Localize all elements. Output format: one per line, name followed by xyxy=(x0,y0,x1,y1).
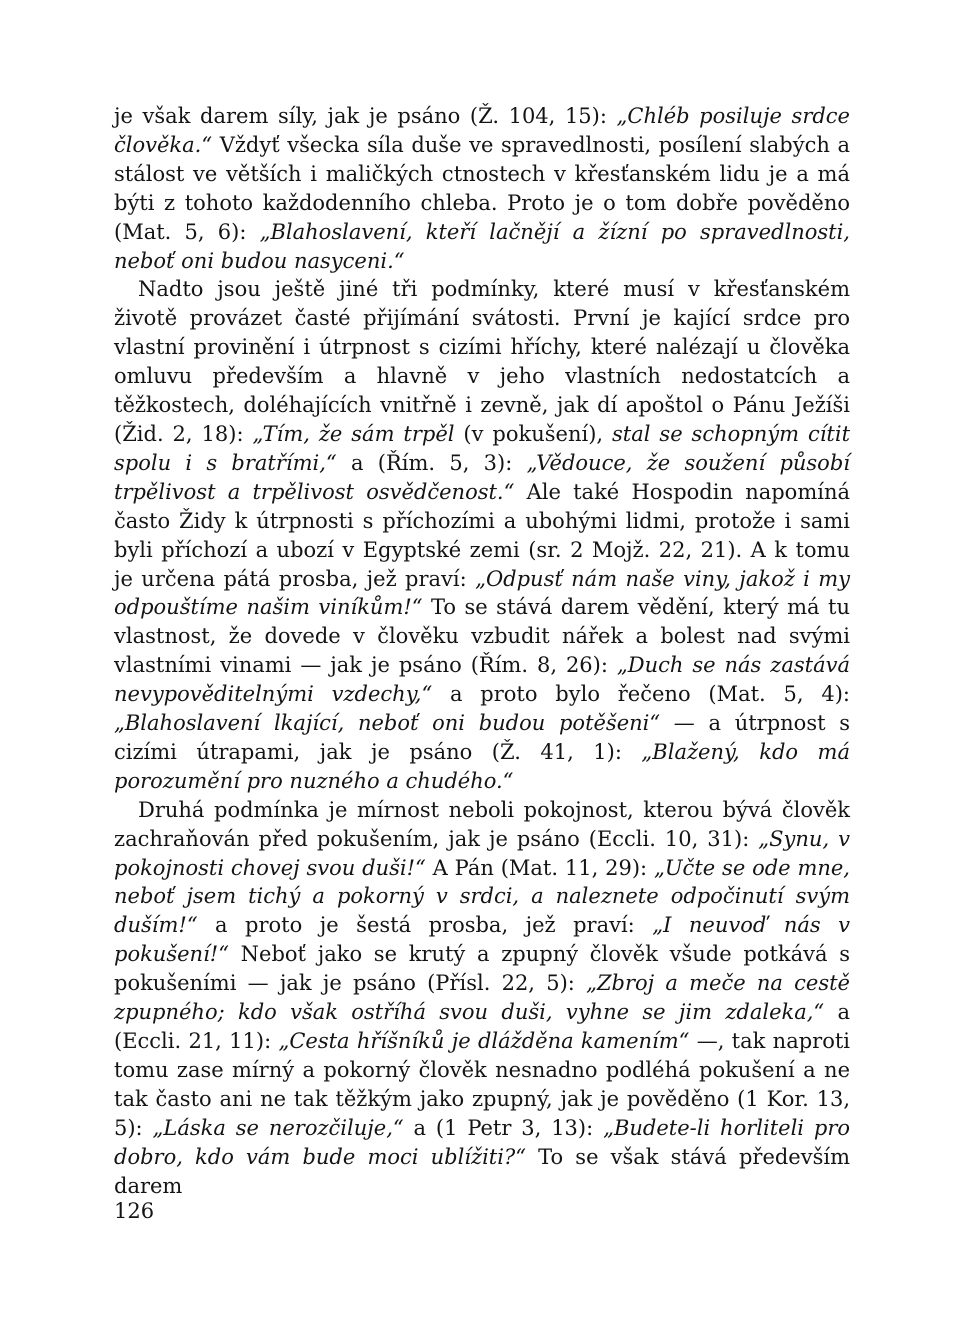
quotation-text: „Učte se ode mne, neboť jsem tichý a pokorný v srdci, a naleznete odpočinutí svým duším!“ xyxy=(114,855,850,938)
paragraph-1 xyxy=(114,102,850,275)
body-text: To se však stává především darem xyxy=(114,1144,851,1198)
quotation-text: „Duch se nás zastává nevypověditelnými vzdechy,“ xyxy=(114,653,850,707)
quotation-text: „I neuvoď nás v pokušení!“ xyxy=(114,913,850,967)
body-text: Vždyť všecka síla duše ve spravedlnosti, posílení slabých a stálost ve větších i maličkých ctnostech v křesťanském lidu je a má býti z tohoto každodenního chleba. Proto je o tom dobře pověděno (Mat. 5, 6): xyxy=(114,132,850,244)
body-text: Druhá podmínka je mírnost neboli pokojnost, kterou bývá člověk zachraňován před pokušením, jak je psáno (Eccli. 10, 31): xyxy=(114,797,850,851)
body-text: —, tak naproti tomu zase mírný a pokorný člověk nesnadno podléhá pokušení a ne tak často ani ne tak těžkým jako zpupný, jak je pověděno (1 Kor. 13, 5): xyxy=(114,1029,850,1140)
body-text: a (Řím. 5, 3): xyxy=(336,450,527,475)
quotation-text: „Tím, že sám trpěl xyxy=(252,421,455,446)
quotation-text: „Odpusť nám naše viny, jakož i my odpouštíme našim viníkům!“ xyxy=(114,566,850,620)
quotation-text: „Synu, v pokojnosti chovej svou duši!“ xyxy=(114,826,850,880)
body-text: je však darem síly, jak je psáno (Ž. 104, 15): xyxy=(114,104,617,128)
body-text: A Pán (Mat. 11, 29): xyxy=(425,855,654,880)
body-text: a proto bylo řečeno (Mat. 5, 4): xyxy=(432,682,850,707)
body-text: Neboť jako se krutý a zpupný člověk všude potkává s pokušeními — jak je psáno (Přísl. 22, 5): xyxy=(114,942,850,996)
quotation-text: „Blahoslavení lkající, neboť oni budou potěšeni“ xyxy=(114,711,661,736)
quotation-text: „Blažený, kdo má porozumění pro nuzného a chudého.“ xyxy=(114,739,850,793)
quotation-text: „Budete-li horliteli pro dobro, kdo vám bude moci ublížiti?“ xyxy=(114,1115,850,1169)
paragraph-2 xyxy=(114,275,850,795)
body-text: To se stává darem vědění, který má tu vlastnost, že dovede v člověku vzbudit nářek a bolest nad svými vlastními vinami — jak je psáno (Řím. 8, 26): xyxy=(114,595,850,678)
body-text: Nadto jsou ještě jiné tři podmínky, které musí v křesťanském životě provázet časté přijímání svátosti. První je kající srdce pro vlastní provinění i útrpnost s cizími hříchy, které nalézají u člověka omluvu především a hlavně v jeho vlastních nedostatcích a těžkostech, doléhajících vnitřně i zevně, jak dí apoštol o Pánu Ježíši (Žid. 2, 18): xyxy=(114,277,850,446)
body-text: a (Eccli. 21, 11): xyxy=(114,1000,850,1053)
quotation-text: stal se schopným cítit spolu i s bratřími,“ xyxy=(114,421,851,475)
page-number: 126 xyxy=(114,1199,155,1223)
quotation-text: „Vědouce, že soužení působí trpělivost a trpělivost osvědčenost.“ xyxy=(114,450,850,504)
quotation-text: „Blahoslavení, kteří lačnějí a žízní po spravedlnosti, neboť oni budou nasyceni.“ xyxy=(114,219,850,273)
body-text: (v pokušení), xyxy=(454,421,613,446)
body-text: a (1 Petr 3, 13): xyxy=(403,1115,604,1140)
quotation-text: „Zbroj a meče na cestě zpupného; kdo však ostříhá svou duši, vyhne se jim zdaleka,“ xyxy=(114,971,850,1025)
paragraph-3 xyxy=(114,796,850,1201)
body-text: Ale také Hospodin napomíná často Židy k útrpnosti s příchozími a ubohými lidmi, protože i sami byli příchozí a ubozí v Egyptské zemi (sr. 2 Mojž. 22, 21). A k tomu je určena pátá prosba, jež praví: xyxy=(114,479,850,591)
quotation-text: „Cesta hříšníků je dlážděna kamením“ xyxy=(278,1029,690,1053)
quotation-text: „Láska se nerozčiluje,“ xyxy=(152,1115,404,1140)
body-text: — a útrpnost s cizími útrapami, jak je psáno (Ž. 41, 1): xyxy=(114,711,851,764)
page-body xyxy=(114,102,850,1200)
body-text: a proto je šestá prosba, jež praví: xyxy=(197,913,653,938)
quotation-text: „Chléb posiluje srdce člověka.“ xyxy=(114,104,850,157)
